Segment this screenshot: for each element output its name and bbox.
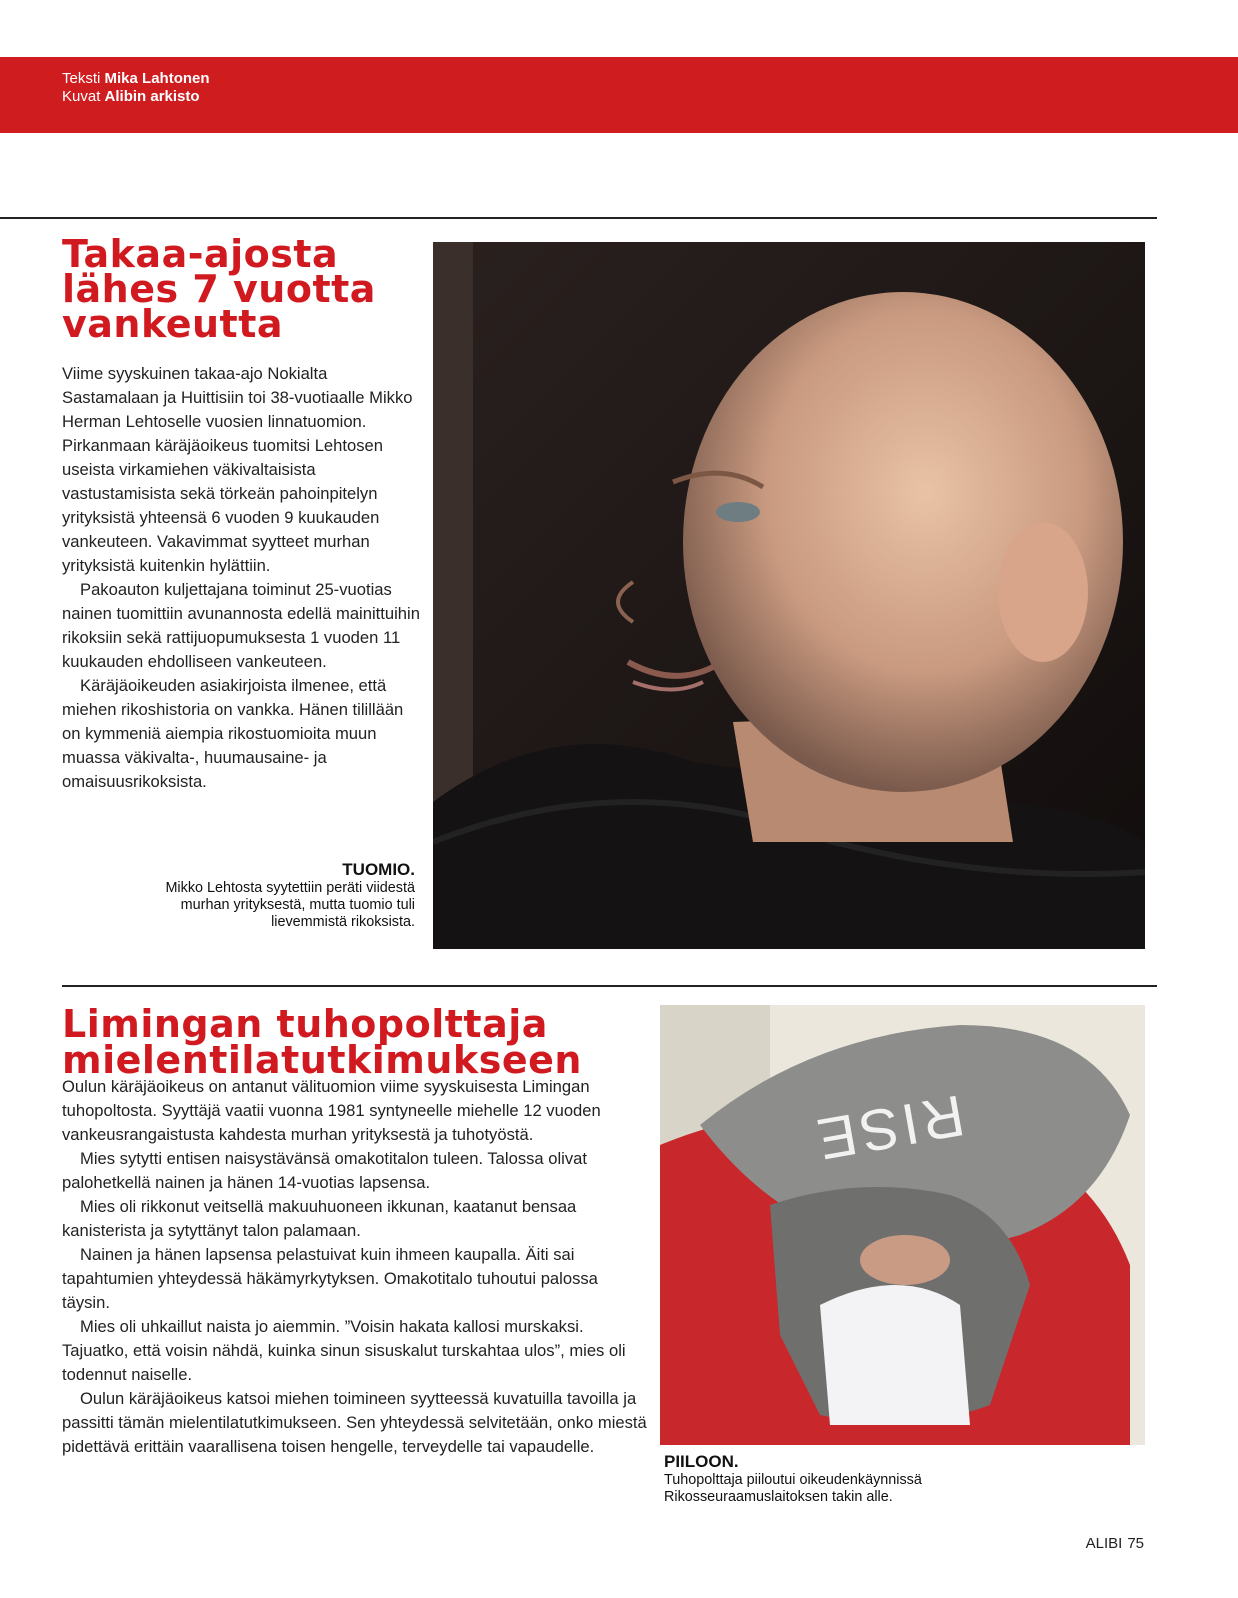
article1-headline-line: vankeutta: [62, 302, 284, 346]
article1-paragraph: Viime syyskuinen takaa-ajo Nokialta Sastamalaan ja Huittisiin toi 38-vuotiaalle Mikko Herman Lehtoselle vuosien linnatuomion. Pirkanmaan käräjäoikeus tuomitsi Lehtosen useista virkamiehen väkivaltaisista vastustamisista sekä törkeän pahoinpitelyn yrityksistä yhteensä 6 vuoden 9 kuukauden vankeuteen. Vakavimmat syytteet murhan yrityksistä kuitenkin hylättiin.: [62, 364, 413, 575]
photo-credit-source: Alibin arkisto: [104, 88, 200, 105]
jacket-illustration: [660, 1005, 1145, 1445]
article2-paragraph: Mies oli uhkaillut naista jo aiemmin. ”Voisin hakata kallosi murskaksi. Tajuatko, että voisin nähdä, kuinka sinun sisuskalut turskahtaa ulos”, mies oli todennut naiselle.: [62, 1317, 626, 1384]
article1-paragraph: Pakoauton kuljettajana toiminut 25-vuotias nainen tuomittiin avunannosta edellä mainittuihin rikoksiin sekä rattijuopumuksesta 1 vuoden 11 kuukauden ehdolliseen vankeuteen.: [62, 580, 420, 671]
photo-credit-label: Kuvat: [62, 88, 101, 105]
article2-headline-line: mielentilatutkimukseen: [62, 1038, 582, 1082]
text-credit-label: Teksti: [62, 70, 101, 87]
article1-headline-line: Takaa-ajosta: [62, 232, 339, 276]
photo-credit: [62, 88, 210, 106]
article2-paragraph: Oulun käräjäoikeus katsoi miehen toimineen syytteessä kuvatuilla tavoilla ja passitti tämän mielentilatutkimukseen. Sen yhteydessä selvitetään, onko miestä pidettävä erittäin vaarallisena toisen hengelle, terveydelle tai vapaudelle.: [62, 1389, 647, 1456]
article2-photo-jacket: [660, 1005, 1145, 1445]
credits: [62, 70, 210, 106]
magazine-name: ALIBI: [1085, 1535, 1123, 1552]
article2-caption: [664, 1452, 1024, 1506]
article1-headline-line: lähes 7 vuotta: [62, 267, 376, 311]
text-credit-author: Mika Lahtonen: [104, 70, 210, 87]
article1-caption: [150, 860, 415, 931]
article1-paragraph: Käräjäoikeuden asiakirjoista ilmenee, että miehen rikoshistoria on vankka. Hänen tilillään on kymmeniä aiempia rikostuomioita muun muassa väkivalta-, huumausaine- ja omaisuusrikoksista.: [62, 676, 404, 791]
article1-body: [62, 362, 422, 794]
article1-photo-portrait: [433, 242, 1145, 949]
jacket-text: RISE: [808, 1082, 970, 1173]
article2-caption-title: PIILOON.: [664, 1452, 739, 1471]
article2-headline-line: Limingan tuhopolttaja: [62, 1002, 548, 1046]
article1-caption-text: Mikko Lehtosta syytettiin peräti viidestä murhan yrityksestä, mutta tuomio tuli lievemmistä rikoksista.: [165, 880, 415, 930]
header-banner: [0, 57, 1238, 133]
article2-headline: [62, 1002, 662, 1082]
article2-paragraph: Oulun käräjäoikeus on antanut välituomion viime syyskuisesta Limingan tuhopoltosta. Syyttäjä vaatii vuonna 1981 syntyneelle miehelle 12 vuoden vankeusrangaistusta kahdesta murhan yrityksestä ja tuhotyöstä.: [62, 1077, 601, 1144]
article1-caption-title: TUOMIO.: [342, 860, 415, 879]
article2-paragraph: Mies oli rikkonut veitsellä makuuhuoneen ikkunan, kaatanut bensaa kanisterista ja sytyttänyt talon palamaan.: [62, 1197, 577, 1240]
article1-headline: [62, 232, 422, 346]
article2-paragraph: Mies sytytti entisen naisystävänsä omakotitalon tuleen. Talossa olivat palohetkellä nainen ja hänen 14-vuotias lapsensa.: [62, 1149, 587, 1192]
article2-caption-text: Tuhopolttaja piiloutui oikeudenkäynnissä Rikosseuraamuslaitoksen takin alle.: [664, 1472, 922, 1505]
portrait-illustration: [433, 242, 1145, 949]
page-number: 75: [1127, 1535, 1144, 1552]
article1-top-rule: [0, 217, 1157, 219]
page-footer: [1086, 1535, 1144, 1552]
article2-body: [62, 1075, 647, 1459]
article2-paragraph: Nainen ja hänen lapsensa pelastuivat kuin ihmeen kaupalla. Äiti sai tapahtumien yhteydessä häkämyrkytyksen. Omakotitalo tuhoutui palossa täysin.: [62, 1245, 598, 1312]
article2-top-rule: [62, 985, 1157, 987]
text-credit: [62, 70, 210, 88]
